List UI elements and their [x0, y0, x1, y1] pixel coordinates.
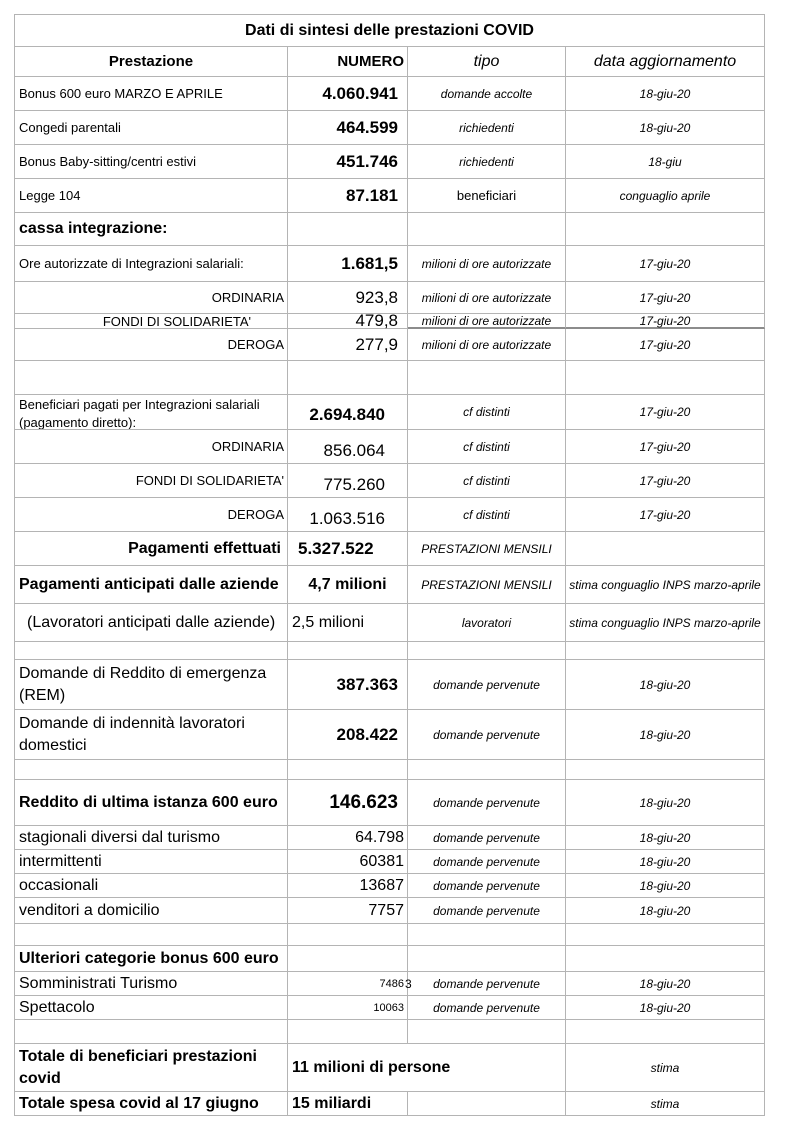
row-numero: 923,8: [288, 282, 408, 314]
row-label: Bonus 600 euro MARZO E APRILE: [14, 77, 288, 111]
row-tipo: milioni di ore autorizzate: [408, 314, 566, 329]
table-row: [14, 179, 765, 213]
row-data: 18-giu: [566, 145, 765, 179]
empty-row: [14, 924, 765, 946]
row-label: FONDI DI SOLIDARIETA': [14, 464, 288, 498]
row-numero: 208.422: [288, 710, 408, 760]
row-tipo: domande accolte: [408, 77, 566, 111]
row-tipo: domande pervenute: [408, 972, 566, 996]
table-row: [14, 826, 765, 850]
row-numero: 15 miliardi: [288, 1092, 408, 1116]
row-tipo: domande pervenute: [408, 780, 566, 826]
row-data: 18-giu-20: [566, 660, 765, 710]
table-row: [14, 532, 765, 566]
row-numero: 451.746: [288, 145, 408, 179]
row-numero: 10063: [288, 996, 408, 1020]
row-label-text: Beneficiari pagati per Integrazioni salariali (pagamento diretto):: [19, 397, 260, 430]
row-label: Somministrati Turismo: [14, 972, 288, 996]
row-data: [566, 213, 765, 246]
row-data: 18-giu-20: [566, 972, 765, 996]
header-row: [14, 47, 765, 77]
row-data: [566, 604, 765, 642]
row-tipo: domande pervenute: [408, 874, 566, 898]
row-tipo: richiedenti: [408, 111, 566, 145]
row-tipo: domande pervenute: [408, 660, 566, 710]
row-label-text: Domande di Reddito di emergenza (REM): [19, 664, 267, 704]
header-data: data aggiornamento: [566, 47, 765, 77]
row-label: Totale spesa covid al 17 giugno: [14, 1092, 288, 1116]
row-data: 17-giu-20: [566, 464, 765, 498]
empty-cell: [408, 924, 566, 946]
row-numero: 479,8: [288, 314, 408, 329]
table-row: [14, 329, 765, 361]
row-data: 17-giu-20: [566, 498, 765, 532]
table-row: [14, 566, 765, 604]
page-number: 3: [405, 977, 412, 991]
table-row: [14, 604, 765, 642]
row-tipo: domande pervenute: [408, 826, 566, 850]
row-tipo: domande pervenute: [408, 898, 566, 924]
row-tipo: domande pervenute: [408, 996, 566, 1020]
row-tipo: lavoratori: [408, 604, 566, 642]
row-data: [566, 566, 765, 604]
row-numero: 856.064: [288, 430, 408, 464]
table-row: [14, 996, 765, 1020]
row-label: DEROGA: [14, 329, 288, 361]
row-label: Pagamenti anticipati dalle aziende: [14, 566, 288, 604]
row-data: stima: [566, 1092, 765, 1116]
empty-cell: [14, 361, 288, 395]
row-data: stima: [566, 1044, 765, 1092]
row-tipo: milioni di ore autorizzate: [408, 329, 566, 361]
section-label-cassa: cassa integrazione:: [14, 213, 288, 246]
row-label: ORDINARIA: [14, 430, 288, 464]
row-numero: 87.181: [288, 179, 408, 213]
row-numero: 7486: [288, 972, 408, 996]
empty-cell: [566, 361, 765, 395]
row-numero: 64.798: [288, 826, 408, 850]
row-tipo: PRESTAZIONI MENSILI: [408, 566, 566, 604]
empty-row: [14, 1020, 765, 1044]
section-label-ulteriori: Ulteriori categorie bonus 600 euro: [14, 946, 288, 972]
row-data: 17-giu-20: [566, 246, 765, 282]
empty-cell: [288, 924, 408, 946]
row-label: intermittenti: [14, 850, 288, 874]
row-data: 17-giu-20: [566, 395, 765, 430]
table-row: [14, 1044, 765, 1092]
row-numero: 464.599: [288, 111, 408, 145]
row-data: 17-giu-20: [566, 282, 765, 314]
row-numero: 146.623: [288, 780, 408, 826]
table-row: [14, 314, 765, 329]
row-numero: 775.260: [288, 464, 408, 498]
row-label: [14, 1044, 288, 1092]
table-row: [14, 850, 765, 874]
row-numero: 13687: [288, 874, 408, 898]
row-label: [14, 660, 288, 710]
empty-row: [14, 361, 765, 395]
row-label-text: Totale di beneficiari prestazioni covid: [19, 1047, 257, 1087]
row-tipo: cf distinti: [408, 464, 566, 498]
row-data: 18-giu-20: [566, 826, 765, 850]
row-tipo: cf distinti: [408, 498, 566, 532]
row-data-text: stima conguaglio INPS marzo-aprile: [569, 577, 761, 592]
empty-cell: [566, 642, 765, 660]
row-label: ORDINARIA: [14, 282, 288, 314]
row-tipo: richiedenti: [408, 145, 566, 179]
empty-cell: [14, 924, 288, 946]
row-data: 17-giu-20: [566, 314, 765, 329]
empty-cell: [288, 361, 408, 395]
table-row: [14, 874, 765, 898]
row-tipo: [408, 946, 566, 972]
table-row: [14, 898, 765, 924]
empty-cell: [408, 760, 566, 780]
row-numero: 2,5 milioni: [288, 604, 408, 642]
header-tipo: tipo: [408, 47, 566, 77]
row-data: 18-giu-20: [566, 710, 765, 760]
row-numero: 1.681,5: [288, 246, 408, 282]
table-title: Dati di sintesi delle prestazioni COVID: [14, 14, 765, 47]
row-data: 18-giu-20: [566, 780, 765, 826]
table-row: [14, 213, 765, 246]
row-label: Bonus Baby-sitting/centri estivi: [14, 145, 288, 179]
row-label: Reddito di ultima istanza 600 euro: [14, 780, 288, 826]
empty-cell: [566, 1020, 765, 1044]
row-label: [14, 395, 288, 430]
empty-row: [14, 760, 765, 780]
row-numero: 1.063.516: [288, 498, 408, 532]
row-numero: 277,9: [288, 329, 408, 361]
table-row: [14, 430, 765, 464]
row-label: FONDI DI SOLIDARIETA': [14, 314, 288, 329]
row-data: [566, 532, 765, 566]
row-tipo: beneficiari: [408, 179, 566, 213]
row-tipo: cf distinti: [408, 395, 566, 430]
row-data: 18-giu-20: [566, 850, 765, 874]
empty-row: [14, 642, 765, 660]
row-numero: 60381: [288, 850, 408, 874]
table-row: [14, 395, 765, 430]
row-data-text: stima conguaglio INPS marzo-aprile: [569, 615, 761, 630]
row-numero: 4.060.941: [288, 77, 408, 111]
row-label: DEROGA: [14, 498, 288, 532]
row-data: 17-giu-20: [566, 430, 765, 464]
empty-cell: [408, 361, 566, 395]
table-row: [14, 972, 765, 996]
row-numero: 2.694.840: [288, 395, 408, 430]
row-tipo: domande pervenute: [408, 710, 566, 760]
row-label: Spettacolo: [14, 996, 288, 1020]
row-data: 18-giu-20: [566, 111, 765, 145]
empty-cell: [288, 1020, 408, 1044]
row-numero: 387.363: [288, 660, 408, 710]
row-label: Ore autorizzate di Integrazioni salariali:: [14, 246, 288, 282]
row-label: occasionali: [14, 874, 288, 898]
row-data: 18-giu-20: [566, 996, 765, 1020]
header-numero: NUMERO: [288, 47, 408, 77]
empty-cell: [14, 1020, 288, 1044]
row-data: 18-giu-20: [566, 77, 765, 111]
row-numero: 11 milioni di persone: [288, 1044, 566, 1092]
header-prestazione: Prestazione: [14, 47, 288, 77]
table-row: [14, 660, 765, 710]
empty-cell: [14, 642, 288, 660]
title-row: [14, 14, 765, 47]
empty-cell: [288, 760, 408, 780]
row-label: Legge 104: [14, 179, 288, 213]
table-row: [14, 710, 765, 760]
row-numero: [288, 946, 408, 972]
row-tipo: PRESTAZIONI MENSILI: [408, 532, 566, 566]
row-numero: 7757: [288, 898, 408, 924]
empty-cell: [408, 1020, 566, 1044]
table-row: [14, 780, 765, 826]
table-row: [14, 246, 765, 282]
row-data: 18-giu-20: [566, 874, 765, 898]
row-tipo: domande pervenute: [408, 850, 566, 874]
row-tipo: [408, 1092, 566, 1116]
empty-cell: [14, 760, 288, 780]
row-label: (Lavoratori anticipati dalle aziende): [14, 604, 288, 642]
empty-cell: [566, 924, 765, 946]
table-row: [14, 946, 765, 972]
row-numero: 4,7 milioni: [288, 566, 408, 604]
table-row: [14, 1092, 765, 1116]
row-numero: [288, 213, 408, 246]
row-numero: 5.327.522: [288, 532, 408, 566]
row-label: [14, 710, 288, 760]
row-data: conguaglio aprile: [566, 179, 765, 213]
row-label: Congedi parentali: [14, 111, 288, 145]
row-tipo: [408, 213, 566, 246]
table-row: [14, 145, 765, 179]
row-data: [566, 946, 765, 972]
empty-cell: [408, 642, 566, 660]
table-row: [14, 498, 765, 532]
table-row: [14, 77, 765, 111]
row-tipo: cf distinti: [408, 430, 566, 464]
row-label-text: Domande di indennità lavoratori domestici: [19, 714, 245, 754]
row-data: 18-giu-20: [566, 898, 765, 924]
row-tipo: milioni di ore autorizzate: [408, 282, 566, 314]
row-label: Pagamenti effettuati: [14, 532, 288, 566]
row-data: 17-giu-20: [566, 329, 765, 361]
row-tipo: milioni di ore autorizzate: [408, 246, 566, 282]
empty-cell: [288, 642, 408, 660]
empty-cell: [566, 760, 765, 780]
row-label: venditori a domicilio: [14, 898, 288, 924]
table-row: [14, 464, 765, 498]
table-row: [14, 111, 765, 145]
table-row: [14, 282, 765, 314]
row-label: stagionali diversi dal turismo: [14, 826, 288, 850]
